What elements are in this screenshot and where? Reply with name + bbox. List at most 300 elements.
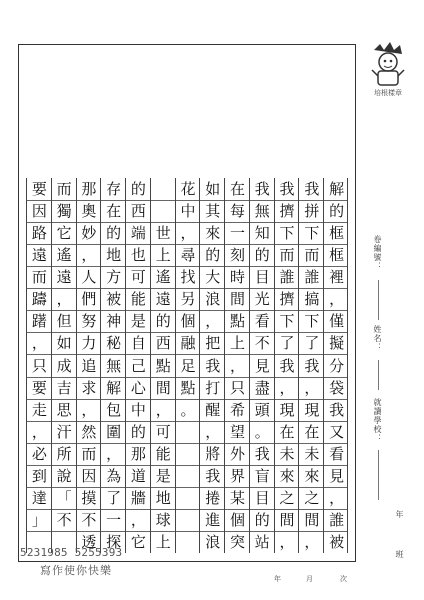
grid-cell-divider <box>200 531 224 532</box>
grid-cell-divider <box>151 531 175 532</box>
handwritten-char: 我 <box>205 356 221 375</box>
handwritten-char: 而 <box>31 268 47 287</box>
handwritten-char: 地 <box>106 246 122 265</box>
grid-cell-divider <box>151 399 175 400</box>
handwritten-char: 誰 <box>279 268 295 287</box>
grid-cell-divider <box>126 443 150 444</box>
handwritten-char: 而 <box>56 180 72 199</box>
handwritten-char: 西 <box>130 202 146 221</box>
handwritten-char: 躊 <box>31 290 47 309</box>
grid-cell-divider <box>126 310 150 311</box>
grid-cell-divider <box>324 354 348 355</box>
handwritten-char: 要 <box>31 378 47 397</box>
grid-cell-divider <box>299 354 323 355</box>
handwritten-char: 下 <box>304 224 320 243</box>
handwritten-char: 希 <box>230 400 246 419</box>
handwritten-char: 的 <box>106 224 122 243</box>
handwritten-char: 間 <box>304 510 320 529</box>
grid-cell-divider <box>101 222 125 223</box>
handwritten-char: 拼 <box>304 202 320 221</box>
handwritten-char: 圍 <box>106 422 122 441</box>
handwritten-char: 努 <box>81 312 97 331</box>
grid-cell-divider <box>250 266 274 267</box>
grid-cell-divider <box>324 399 348 400</box>
grid-cell-divider <box>324 288 348 289</box>
grid-cell-divider <box>52 332 76 333</box>
handwritten-char: 袋 <box>329 378 345 397</box>
grid-cell-divider <box>126 487 150 488</box>
handwritten-char: 浪 <box>205 532 221 551</box>
handwritten-char: 」 <box>31 510 47 529</box>
handwritten-char: 光 <box>254 290 270 309</box>
handwritten-char: 進 <box>205 510 221 529</box>
grid-cell-divider <box>101 399 125 400</box>
date-times-label: 次 <box>340 575 347 583</box>
handwritten-char: 我 <box>205 466 221 485</box>
grid-cell-divider <box>176 332 200 333</box>
grid-cell-divider <box>200 244 224 245</box>
side-info-panel <box>364 210 414 590</box>
grid-cell-divider <box>200 266 224 267</box>
handwritten-char: 能 <box>155 444 171 463</box>
handwritten-char: ， <box>31 422 47 441</box>
grid-cell-divider <box>299 377 323 378</box>
logo-caption: 培根樣章 <box>374 89 402 97</box>
handwritten-char: 上 <box>155 246 171 265</box>
handwritten-char: 奧 <box>81 202 97 221</box>
handwritten-char: 間 <box>279 510 295 529</box>
grid-cell-divider <box>200 465 224 466</box>
grid-cell-divider <box>151 354 175 355</box>
handwritten-char: 刻 <box>230 246 246 265</box>
grid-cell-divider <box>225 244 249 245</box>
handwritten-char: 追 <box>81 356 97 375</box>
handwritten-char: 遠 <box>31 246 47 265</box>
grid-right-edge <box>347 178 348 553</box>
handwritten-char: 它 <box>56 224 72 243</box>
grid-cell-divider <box>324 487 348 488</box>
grid-cell-divider <box>275 399 299 400</box>
handwritten-char: 們 <box>81 290 97 309</box>
grid-cell-divider <box>27 421 51 422</box>
grid-cell-divider <box>200 288 224 289</box>
grid-cell-divider <box>250 421 274 422</box>
handwritten-char: 汗 <box>56 422 72 441</box>
handwritten-char: 界 <box>230 466 246 485</box>
handwritten-char: 解 <box>106 378 122 397</box>
footer-slogan: 寫作使你快樂 <box>40 564 112 577</box>
grid-cell-divider <box>52 487 76 488</box>
handwritten-char: 那 <box>81 180 97 199</box>
grid-cell-divider <box>27 377 51 378</box>
grid-cell-divider <box>77 443 101 444</box>
grid-cell-divider <box>275 443 299 444</box>
handwritten-char: 被 <box>329 532 345 551</box>
handwritten-char: 又 <box>329 422 345 441</box>
grid-cell-divider <box>27 310 51 311</box>
handwritten-char: 來 <box>279 466 295 485</box>
handwritten-char: 如 <box>205 180 221 199</box>
grid-cell-divider <box>275 244 299 245</box>
grid-cell-divider <box>101 310 125 311</box>
handwritten-char: 我 <box>254 180 270 199</box>
grid-cell-divider <box>77 288 101 289</box>
grid-cell-divider <box>52 399 76 400</box>
grid-cell-divider <box>225 377 249 378</box>
grid-cell-divider <box>77 399 101 400</box>
handwritten-char: 解 <box>329 180 345 199</box>
handwritten-char: 必 <box>31 444 47 463</box>
handwritten-char: ， <box>304 378 320 397</box>
year-label: 年 <box>395 510 404 519</box>
handwritten-char: 我 <box>254 444 270 463</box>
grid-cell-divider <box>250 244 274 245</box>
handwritten-char: 己 <box>130 356 146 375</box>
grid-cell-divider <box>176 465 200 466</box>
handwritten-char: 存 <box>106 180 122 199</box>
handwritten-char: 將 <box>205 444 221 463</box>
handwritten-char: 我 <box>304 180 320 199</box>
handwritten-char: 其 <box>205 202 221 221</box>
handwritten-char: 它 <box>130 532 146 551</box>
handwritten-char: 找 <box>180 268 196 287</box>
grid-cell-divider <box>225 200 249 201</box>
handwritten-char: 摸 <box>81 488 97 507</box>
class-label: 班 <box>395 550 404 559</box>
handwritten-char: 現 <box>304 400 320 419</box>
grid-cell-divider <box>101 531 125 532</box>
grid-cell-divider <box>126 288 150 289</box>
essay-number-line <box>378 280 379 320</box>
handwritten-char: 我 <box>279 180 295 199</box>
handwritten-char: 下 <box>279 312 295 331</box>
handwritten-char: 然 <box>81 422 97 441</box>
grid-cell-divider <box>299 310 323 311</box>
grid-cell-divider <box>27 354 51 355</box>
handwritten-char: 目 <box>254 268 270 287</box>
handwritten-char: 擠 <box>279 290 295 309</box>
handwritten-char: 的 <box>254 510 270 529</box>
handwritten-char: 的 <box>254 246 270 265</box>
handwritten-char: 來 <box>304 466 320 485</box>
grid-cell-divider <box>275 531 299 532</box>
date-year-label: 年 <box>274 575 281 583</box>
handwritten-char: 醒 <box>205 400 221 419</box>
grid-cell-divider <box>200 509 224 510</box>
handwritten-char: ， <box>304 532 320 551</box>
handwritten-char: 中 <box>180 202 196 221</box>
grid-cell-divider <box>324 531 348 532</box>
handwritten-char: 那 <box>130 444 146 463</box>
grid-cell-divider <box>77 487 101 488</box>
grid-cell-divider <box>176 531 200 532</box>
grid-cell-divider <box>200 443 224 444</box>
handwritten-char: 間 <box>230 290 246 309</box>
grid-cell-divider <box>299 332 323 333</box>
handwritten-char: 是 <box>155 466 171 485</box>
handwritten-char: 不 <box>254 334 270 353</box>
grid-cell-divider <box>250 332 274 333</box>
name-line <box>378 360 379 390</box>
mascot-logo-icon <box>366 40 410 88</box>
grid-cell-divider <box>27 200 51 201</box>
handwritten-char: ， <box>329 488 345 507</box>
essay-number-label: 卷編號： <box>373 235 382 271</box>
grid-cell-divider <box>27 288 51 289</box>
grid-cell-divider <box>101 200 125 201</box>
handwritten-char: 誰 <box>329 510 345 529</box>
handwritten-char: 吉 <box>56 378 72 397</box>
handwritten-char: 不 <box>56 510 72 529</box>
grid-cell-divider <box>225 266 249 267</box>
grid-cell-divider <box>275 222 299 223</box>
handwritten-char: 達 <box>31 488 47 507</box>
grid-cell-divider <box>101 465 125 466</box>
grid-cell-divider <box>299 443 323 444</box>
grid-column <box>323 178 348 553</box>
handwritten-char: 誰 <box>304 268 320 287</box>
handwritten-char: 的 <box>130 180 146 199</box>
grid-cell-divider <box>126 222 150 223</box>
grid-cell-divider <box>324 377 348 378</box>
grid-cell-divider <box>101 487 125 488</box>
grid-cell-divider <box>200 222 224 223</box>
handwritten-char: ， <box>31 334 47 353</box>
handwritten-char: 我 <box>279 356 295 375</box>
handwritten-char: ， <box>130 510 146 529</box>
grid-cell-divider <box>324 244 348 245</box>
handwritten-char: 所 <box>56 444 72 463</box>
grid-cell-divider <box>176 244 200 245</box>
grid-cell-divider <box>225 310 249 311</box>
grid-cell-divider <box>299 222 323 223</box>
grid-cell-divider <box>77 531 101 532</box>
grid-cell-divider <box>275 354 299 355</box>
handwritten-char: 某 <box>230 488 246 507</box>
handwritten-char: 突 <box>230 532 246 551</box>
grid-cell-divider <box>151 310 175 311</box>
grid-cell-divider <box>126 244 150 245</box>
handwritten-char: 分 <box>329 356 345 375</box>
grid-cell-divider <box>299 509 323 510</box>
grid-column <box>125 178 150 553</box>
grid-cell-divider <box>299 399 323 400</box>
grid-cell-divider <box>176 310 200 311</box>
handwritten-char: 遙 <box>56 246 72 265</box>
grid-cell-divider <box>52 443 76 444</box>
handwritten-char: 的 <box>130 422 146 441</box>
grid-cell-divider <box>324 421 348 422</box>
handwritten-char: 看 <box>329 444 345 463</box>
grid-cell-divider <box>52 354 76 355</box>
handwritten-char: ， <box>180 224 196 243</box>
handwritten-char: 為 <box>106 466 122 485</box>
grid-cell-divider <box>225 222 249 223</box>
grid-cell-divider <box>27 244 51 245</box>
handwritten-char: 遠 <box>56 268 72 287</box>
grid-cell-divider <box>275 465 299 466</box>
handwritten-char: 探 <box>106 532 122 551</box>
grid-cell-divider <box>126 377 150 378</box>
grid-cell-divider <box>176 222 200 223</box>
grid-cell-divider <box>225 509 249 510</box>
handwritten-char: 擠 <box>279 202 295 221</box>
grid-cell-divider <box>101 244 125 245</box>
handwritten-char: 把 <box>205 334 221 353</box>
handwritten-char: 在 <box>230 180 246 199</box>
grid-cell-divider <box>299 465 323 466</box>
handwritten-char: 來 <box>205 224 221 243</box>
grid-cell-divider <box>77 244 101 245</box>
grid-cell-divider <box>299 244 323 245</box>
grid-cell-divider <box>126 465 150 466</box>
grid-cell-divider <box>77 222 101 223</box>
grid-column <box>199 178 224 553</box>
grid-cell-divider <box>324 509 348 510</box>
grid-column <box>249 178 274 553</box>
grid-cell-divider <box>275 288 299 289</box>
grid-column <box>100 178 125 553</box>
handwritten-char: 世 <box>155 224 171 243</box>
grid-cell-divider <box>101 288 125 289</box>
school-line <box>378 450 379 500</box>
grid-cell-divider <box>101 421 125 422</box>
grid-cell-divider <box>101 332 125 333</box>
handwritten-char: 每 <box>230 202 246 221</box>
handwritten-char: 點 <box>155 356 171 375</box>
handwritten-char: 望 <box>230 422 246 441</box>
handwritten-char: 成 <box>56 356 72 375</box>
grid-cell-divider <box>151 200 175 201</box>
grid-cell-divider <box>27 266 51 267</box>
grid-cell-divider <box>77 200 101 201</box>
grid-column <box>26 178 51 553</box>
handwritten-char: 我 <box>304 356 320 375</box>
handwritten-char: 而 <box>304 246 320 265</box>
handwritten-char: 能 <box>130 290 146 309</box>
handwritten-char: 在 <box>106 202 122 221</box>
handwritten-char: ， <box>205 312 221 331</box>
handwritten-char: 上 <box>155 532 171 551</box>
handwritten-char: 到 <box>31 466 47 485</box>
grid-column <box>76 178 101 553</box>
grid-cell-divider <box>27 487 51 488</box>
grid-cell-divider <box>151 332 175 333</box>
handwritten-char: 見 <box>254 356 270 375</box>
handwritten-char: 個 <box>230 510 246 529</box>
grid-cell-divider <box>250 465 274 466</box>
grid-cell-divider <box>250 399 274 400</box>
handwritten-char: 要 <box>31 180 47 199</box>
handwritten-char: 搞 <box>304 290 320 309</box>
grid-cell-divider <box>176 509 200 510</box>
grid-cell-divider <box>324 332 348 333</box>
handwritten-char: 下 <box>279 224 295 243</box>
handwritten-char: 花 <box>180 180 196 199</box>
grid-cell-divider <box>77 509 101 510</box>
grid-column <box>224 178 249 553</box>
handwritten-char: 但 <box>56 312 72 331</box>
handwritten-char: 獨 <box>56 202 72 221</box>
grid-cell-divider <box>225 465 249 466</box>
grid-column <box>175 178 200 553</box>
handwritten-char: 球 <box>155 510 171 529</box>
handwritten-char: 西 <box>155 334 171 353</box>
handwritten-char: 求 <box>81 378 97 397</box>
handwritten-char: 透 <box>81 532 97 551</box>
handwritten-char: 未 <box>304 444 320 463</box>
handwritten-char: 只 <box>230 378 246 397</box>
handwritten-char: ， <box>205 422 221 441</box>
date-month-label: 月 <box>306 575 313 583</box>
handwritten-char: 因 <box>81 466 97 485</box>
handwritten-char: 浪 <box>205 290 221 309</box>
handwritten-char: 因 <box>31 202 47 221</box>
grid-cell-divider <box>77 421 101 422</box>
grid-cell-divider <box>52 531 76 532</box>
handwritten-char: 遙 <box>155 268 171 287</box>
grid-cell-divider <box>77 465 101 466</box>
grid-cell-divider <box>27 465 51 466</box>
handwritten-char: 頭 <box>254 400 270 419</box>
handwritten-char: 框 <box>329 224 345 243</box>
handwritten-char: 被 <box>106 290 122 309</box>
grid-cell-divider <box>77 332 101 333</box>
grid-cell-divider <box>77 266 101 267</box>
handwritten-char: 未 <box>279 444 295 463</box>
handwritten-char: 外 <box>230 444 246 463</box>
grid-cell-divider <box>299 266 323 267</box>
handwritten-char: 遠 <box>155 290 171 309</box>
grid-cell-divider <box>200 200 224 201</box>
handwritten-char: ， <box>106 444 122 463</box>
grid-cell-divider <box>176 288 200 289</box>
handwritten-char: 自 <box>130 334 146 353</box>
grid-cell-divider <box>225 399 249 400</box>
grid-cell-divider <box>299 288 323 289</box>
grid-cell-divider <box>151 487 175 488</box>
handwritten-char: ， <box>155 400 171 419</box>
handwritten-char: 的 <box>205 246 221 265</box>
handwritten-char: 端 <box>130 224 146 243</box>
grid-cell-divider <box>225 354 249 355</box>
grid-cell-divider <box>126 354 150 355</box>
handwritten-char: 融 <box>180 334 196 353</box>
handwritten-char: 目 <box>254 488 270 507</box>
handwritten-char: 牆 <box>130 488 146 507</box>
grid-cell-divider <box>250 487 274 488</box>
grid-cell-divider <box>200 399 224 400</box>
handwritten-char: 一 <box>106 510 122 529</box>
handwritten-char: 無 <box>106 356 122 375</box>
handwritten-char: 打 <box>205 378 221 397</box>
grid-cell-divider <box>126 509 150 510</box>
handwritten-char: 個 <box>180 312 196 331</box>
grid-cell-divider <box>126 531 150 532</box>
handwritten-char: 現 <box>279 400 295 419</box>
grid-cell-divider <box>151 465 175 466</box>
handwritten-char: 妙 <box>81 224 97 243</box>
writing-grid <box>26 178 348 553</box>
grid-cell-divider <box>101 443 125 444</box>
handwritten-char: 盲 <box>254 466 270 485</box>
grid-cell-divider <box>275 200 299 201</box>
handwritten-char: 可 <box>130 268 146 287</box>
handwritten-char: ， <box>230 356 246 375</box>
handwritten-char: 在 <box>304 422 320 441</box>
handwritten-char: 秘 <box>106 334 122 353</box>
grid-cell-divider <box>27 399 51 400</box>
